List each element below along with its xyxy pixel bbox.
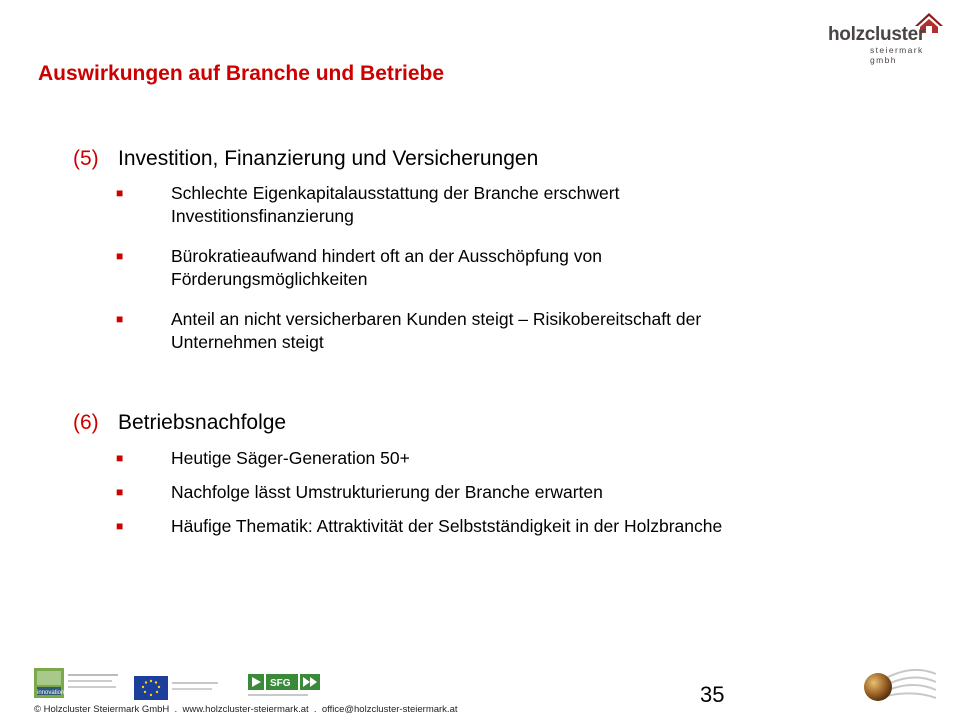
bullet-text: Häufige Thematik: Attraktivität der Selbstständigkeit in der Holzbranche <box>171 516 723 536</box>
bullet-square-icon: ■ <box>116 312 124 326</box>
logo-subtitle: steiermark gmbh <box>870 45 924 65</box>
logo-name: holzcluster <box>828 24 925 45</box>
section-number: (6) <box>73 411 99 434</box>
section-title: Investition, Finanzierung und Versicherungen <box>118 147 539 170</box>
bullet-square-icon: ■ <box>116 186 124 200</box>
holzcluster-logo <box>826 12 944 65</box>
innovation-logo <box>34 666 122 702</box>
wooden-sphere-icon <box>858 660 938 710</box>
bullet-text: Nachfolge lässt Umstrukturierung der Branche erwarten <box>171 482 603 502</box>
bullet-text: Heutige Säger-Generation 50+ <box>171 448 410 468</box>
slide-title: Auswirkungen auf Branche und Betriebe <box>38 62 445 85</box>
section-heading <box>73 146 893 172</box>
bullet-square-icon: ■ <box>116 519 124 533</box>
list-item <box>73 447 893 470</box>
bullet-text: Schlechte Eigenkapitalausstattung der Branche erschwert Investitionsfinanzierung <box>171 183 620 226</box>
list-item <box>73 245 893 291</box>
page-number: 35 <box>700 682 725 707</box>
section-number: (5) <box>73 147 99 170</box>
list-item <box>73 515 893 538</box>
bullet-text: Bürokratieaufwand hindert oft an der Ausschöpfung von Förderungsmöglichkeiten <box>171 246 602 289</box>
section-title: Betriebsnachfolge <box>118 411 287 434</box>
list-item <box>73 182 893 228</box>
sfg-logo <box>248 672 328 702</box>
svg-text:innovation: innovation <box>37 690 65 696</box>
section-heading <box>73 410 893 436</box>
list-item <box>73 308 893 354</box>
eu-flag-icon <box>134 676 226 702</box>
svg-text:SFG: SFG <box>270 678 291 689</box>
section-investition <box>73 146 893 354</box>
footer-copyright: © Holzcluster Steiermark GmbH . www.holzcluster-steiermark.at . office@holzcluster-steiermark.at <box>34 704 458 715</box>
bullet-text: Anteil an nicht versicherbaren Kunden steigt – Risikobereitschaft der Unternehmen steigt <box>171 309 702 352</box>
bullet-square-icon: ■ <box>116 249 124 263</box>
bullet-square-icon: ■ <box>116 485 124 499</box>
list-item <box>73 481 893 504</box>
bullet-square-icon: ■ <box>116 451 124 465</box>
section-betriebsnachfolge <box>73 410 893 538</box>
